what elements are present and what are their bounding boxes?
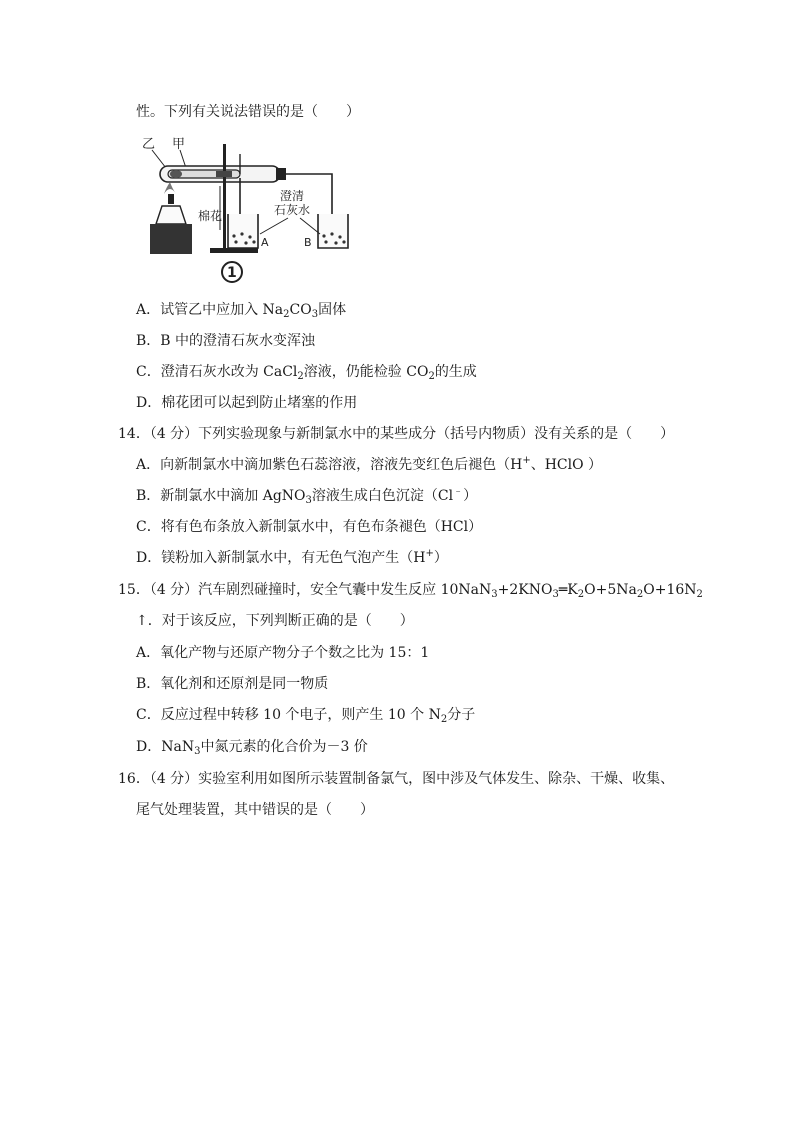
clamp <box>216 171 232 177</box>
q15-option-D: D．NaN$_3$中氮元素的化合价为－3 价 <box>136 739 368 757</box>
apparatus-diagram <box>140 134 360 286</box>
stand-rod <box>223 144 226 250</box>
label-B: B <box>304 236 312 249</box>
q14-option-D: D．镁粉加入新制氯水中，有无色气泡产生（H+） <box>136 548 448 566</box>
label-yi: 乙 <box>142 137 156 152</box>
figure-number: 1 <box>227 265 237 281</box>
stopper <box>276 168 286 180</box>
label-A: A <box>261 236 269 249</box>
solid-sample <box>170 170 182 178</box>
q14-stem: 14．（4 分）下列实验现象与新制氯水中的某些成分（括号内物质）没有关系的是（ ） <box>118 426 675 442</box>
pointer-yi <box>152 150 166 168</box>
q14-option-C: C．将有色布条放入新制氯水中，有色布条褪色（HCl） <box>136 519 483 535</box>
q13-option-B: B．B 中的澄清石灰水变浑浊 <box>136 333 316 349</box>
q15-stem-continuation: ↑．对于该反应，下列判断正确的是（ ） <box>136 613 414 629</box>
label-cotton: 棉花 <box>198 209 223 223</box>
q16-stem: 16．（4 分）实验室利用如图所示装置制备氯气，图中涉及气体发生、除杂、干燥、收集、 <box>118 771 675 787</box>
lamp-wick <box>168 194 174 204</box>
lamp-block <box>150 224 192 254</box>
q14-option-B: B．新制氯水中滴加 AgNO$_3$溶液生成白色沉淀（Cl﹣） <box>136 486 478 506</box>
q13-apparatus-figure <box>140 134 360 286</box>
label-jia: 甲 <box>172 137 186 152</box>
limewater-pointer-B <box>300 218 320 234</box>
q16-stem-continuation: 尾气处理装置，其中错误的是（ ） <box>136 802 374 818</box>
lamp-body <box>156 206 186 224</box>
label-limewater-2: 石灰水 <box>274 203 311 217</box>
q15-option-A: A．氧化产物与还原产物分子个数之比为 15：1 <box>136 645 430 661</box>
q13-option-C: C．澄清石灰水改为 CaCl$_2$溶液，仍能检验 $CO_2$的生成 <box>136 364 477 382</box>
q13-option-D: D．棉花团可以起到防止堵塞的作用 <box>136 395 358 411</box>
q15-option-B: B．氧化剂和还原剂是同一物质 <box>136 676 329 692</box>
flame <box>164 182 176 194</box>
label-limewater-1: 澄清 <box>280 189 305 203</box>
q13-option-A: A．试管乙中应加入 $Na_2CO_3$固体 <box>136 302 347 320</box>
q13-stem-continuation: 性。下列有关说法错误的是（ ） <box>136 104 360 120</box>
q15-option-C: C．反应过程中转移 10 个电子，则产生 10 个 $N_2$分子 <box>136 707 476 725</box>
q15-stem: 15．（4 分）汽车剧烈碰撞时，安全气囊中发生反应 $10NaN_3+2KNO_3═K_2O+5Na_2O+16N_2$ <box>118 582 703 600</box>
limewater-pointer-A <box>260 218 288 234</box>
q14-option-A: A．向新制氯水中滴加紫色石蕊溶液，溶液先变红色后褪色（H+、HClO ） <box>136 455 603 473</box>
